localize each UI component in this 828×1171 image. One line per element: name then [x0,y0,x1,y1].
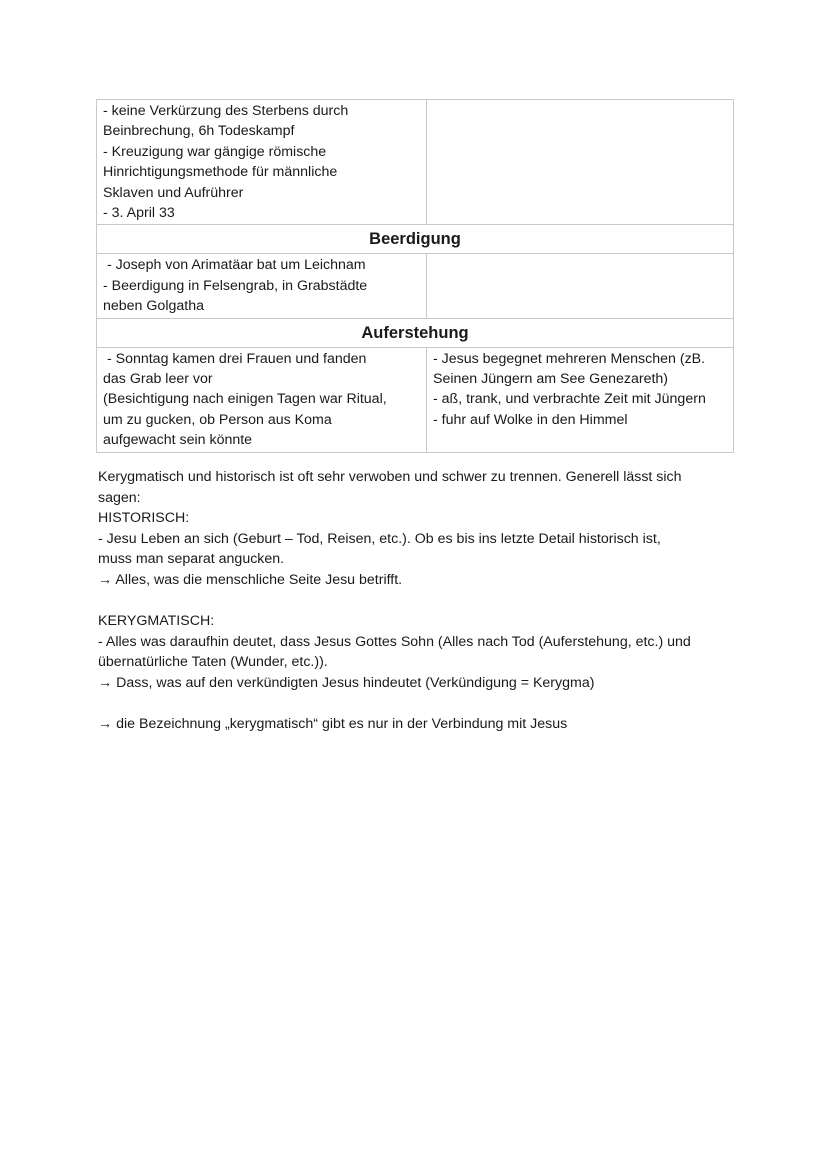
table-row [97,100,734,225]
kerygmatisch-line: - Alles was daraufhin deutet, dass Jesus Gottes Sohn (Alles nach Tod (Auferstehung, etc.) und [98,633,691,650]
historisch-heading: HISTORISCH: [98,510,190,527]
kerygmatisch-line: → Dass, was auf den verkündigten Jesus hindeutet (Verkündigung = Kerygma) [98,674,595,691]
kerygmatisch-line: übernatürliche Taten (Wunder, etc.)). [98,654,328,671]
cell-line: - Jesus begegnet mehreren Menschen (zB. [433,350,706,367]
historisch-line: muss man separat angucken. [98,551,285,568]
table-cell-kreuzigung-right [427,100,734,225]
cell-line: - keine Verkürzung des Sterbens durch [103,103,349,119]
kerygmatisch-heading: KERYGMATISCH: [98,613,215,630]
cell-line: (Besichtigung nach einigen Tagen war Ritual, [103,391,387,408]
spacer [98,694,748,715]
historisch-line: → Alles, was die menschliche Seite Jesu betrifft. [98,571,403,588]
conclusion-line: → die Bezeichnung „kerygmatisch“ gibt es nur in der Verbindung mit Jesus [98,716,568,733]
table-row [97,318,734,347]
cell-line: Seinen Jüngern am See Genezareth) [433,371,669,388]
cell-line: - aß, trank, und verbrachte Zeit mit Jüngern [433,391,706,408]
table-row [97,254,734,318]
cell-line: Beinbrechung, 6h Todeskampf [103,123,295,140]
cell-line: Sklaven und Aufrührer [103,184,244,201]
table-row [97,347,734,452]
cell-line: das Grab leer vor [103,371,213,388]
table-cell-auferstehung-right [427,347,734,452]
cell-line: aufgewacht sein könnte [103,432,253,449]
table-cell-beerdigung-left [97,254,427,318]
cell-line: - Beerdigung in Felsengrab, in Grabstädte [103,277,368,294]
table-cell-kreuzigung-left [97,100,427,225]
table-cell-beerdigung-right [427,254,734,318]
cell-line: - Joseph von Arimatäar bat um Leichnam [103,257,366,274]
cell-line: Hinrichtigungsmethode für männliche [103,164,338,181]
cell-line: - Kreuzigung war gängige römische [103,143,327,160]
intro-line: Kerygmatisch und historisch ist oft sehr verwoben und schwer zu trennen. Generell lässt sich [98,469,682,485]
section-heading-beerdigung: Beerdigung [97,225,734,254]
cell-line: - 3. April 33 [103,205,175,222]
cell-line: - Sonntag kamen drei Frauen und fanden [103,350,367,367]
table-cell-auferstehung-left [97,347,427,452]
cell-line: - fuhr auf Wolke in den Himmel [433,411,628,428]
section-heading-auferstehung: Auferstehung [97,318,734,347]
explanation-text [98,467,748,735]
cell-line: neben Golgatha [103,298,204,315]
cell-line: um zu gucken, ob Person aus Koma [103,411,332,428]
historisch-line: - Jesu Leben an sich (Geburt – Tod, Reisen, etc.). Ob es bis ins letzte Detail historisch ist, [98,530,661,547]
notes-table [96,99,734,453]
intro-line: sagen: [98,489,141,506]
spacer [98,591,748,612]
table-row [97,225,734,254]
